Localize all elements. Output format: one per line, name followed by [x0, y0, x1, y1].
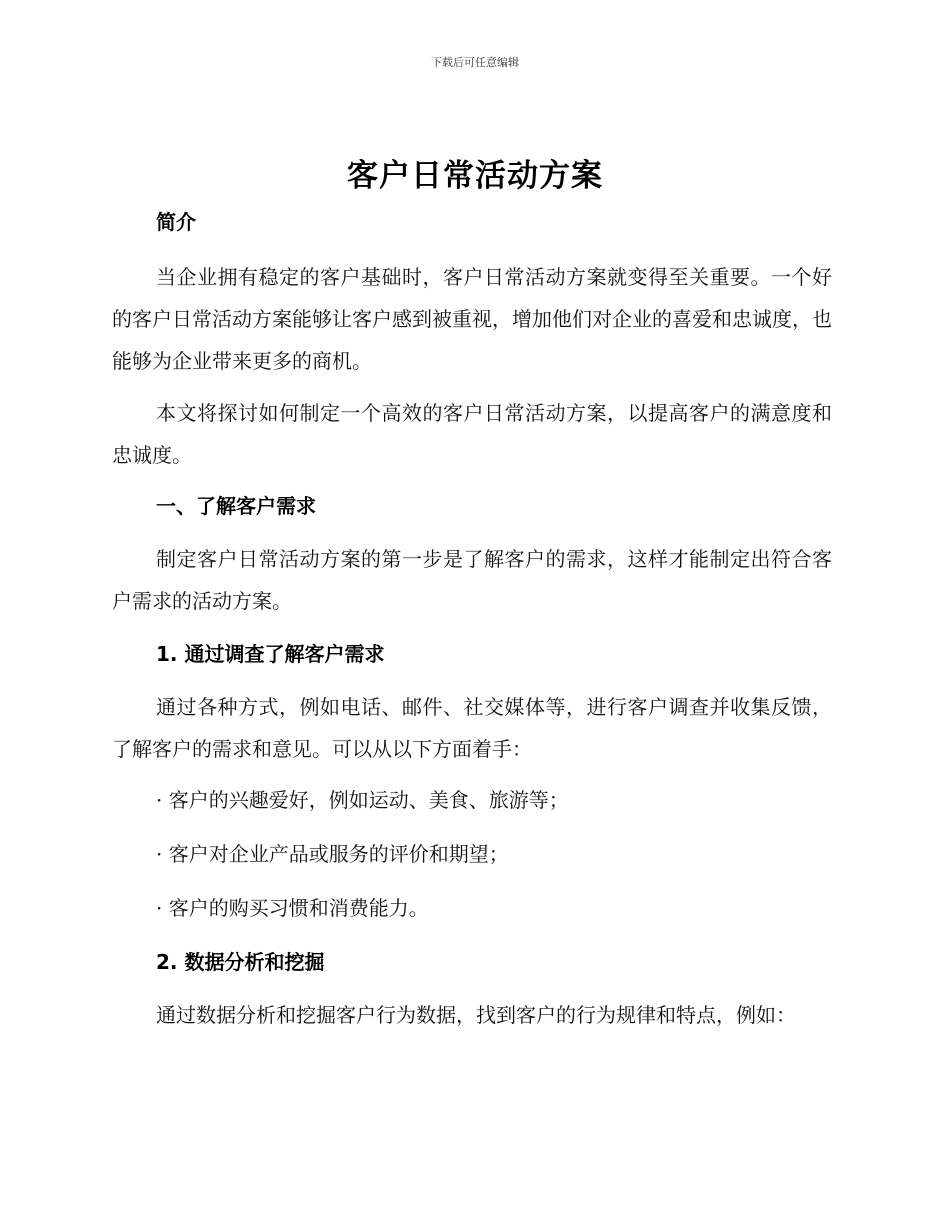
subsection-2-paragraph: 通过数据分析和挖掘客户行为数据，找到客户的行为规律和特点，例如： — [156, 1003, 796, 1027]
subsection-2-heading: 2. 数据分析和挖掘 — [156, 950, 325, 974]
section-1-heading: 一、了解客户需求 — [156, 494, 316, 518]
header-note: 下载后可任意编辑 — [431, 56, 519, 69]
intro-paragraph-2: 本文将探讨如何制定一个高效的客户日常活动方案，以提高客户的满意度和忠诚度。 — [112, 401, 832, 467]
document-body — [112, 200, 832, 1036]
bullet-item: · 客户的兴趣爱好，例如运动、美食、旅游等； — [156, 788, 569, 812]
document-title: 客户日常活动方案 — [347, 158, 603, 194]
subsection-1-heading: 1. 通过调查了解客户需求 — [156, 642, 385, 666]
subsection-1-paragraph: 通过各种方式，例如电话、邮件、社交媒体等，进行客户调查并收集反馈，了解客户的需求和意见。可以从以下方面着手： — [112, 695, 832, 761]
bullet-item: · 客户的购买习惯和消费能力。 — [156, 896, 429, 920]
intro-heading: 简介 — [156, 210, 196, 234]
section-1-paragraph: 制定客户日常活动方案的第一步是了解客户的需求，这样才能制定出符合客户需求的活动方案。 — [112, 547, 832, 613]
intro-paragraph-1: 当企业拥有稳定的客户基础时，客户日常活动方案就变得至关重要。一个好的客户日常活动方案能够让客户感到被重视，增加他们对企业的喜爱和忠诚度，也能够为企业带来更多的商机。 — [112, 265, 832, 373]
bullet-item: · 客户对企业产品或服务的评价和期望； — [156, 842, 509, 866]
